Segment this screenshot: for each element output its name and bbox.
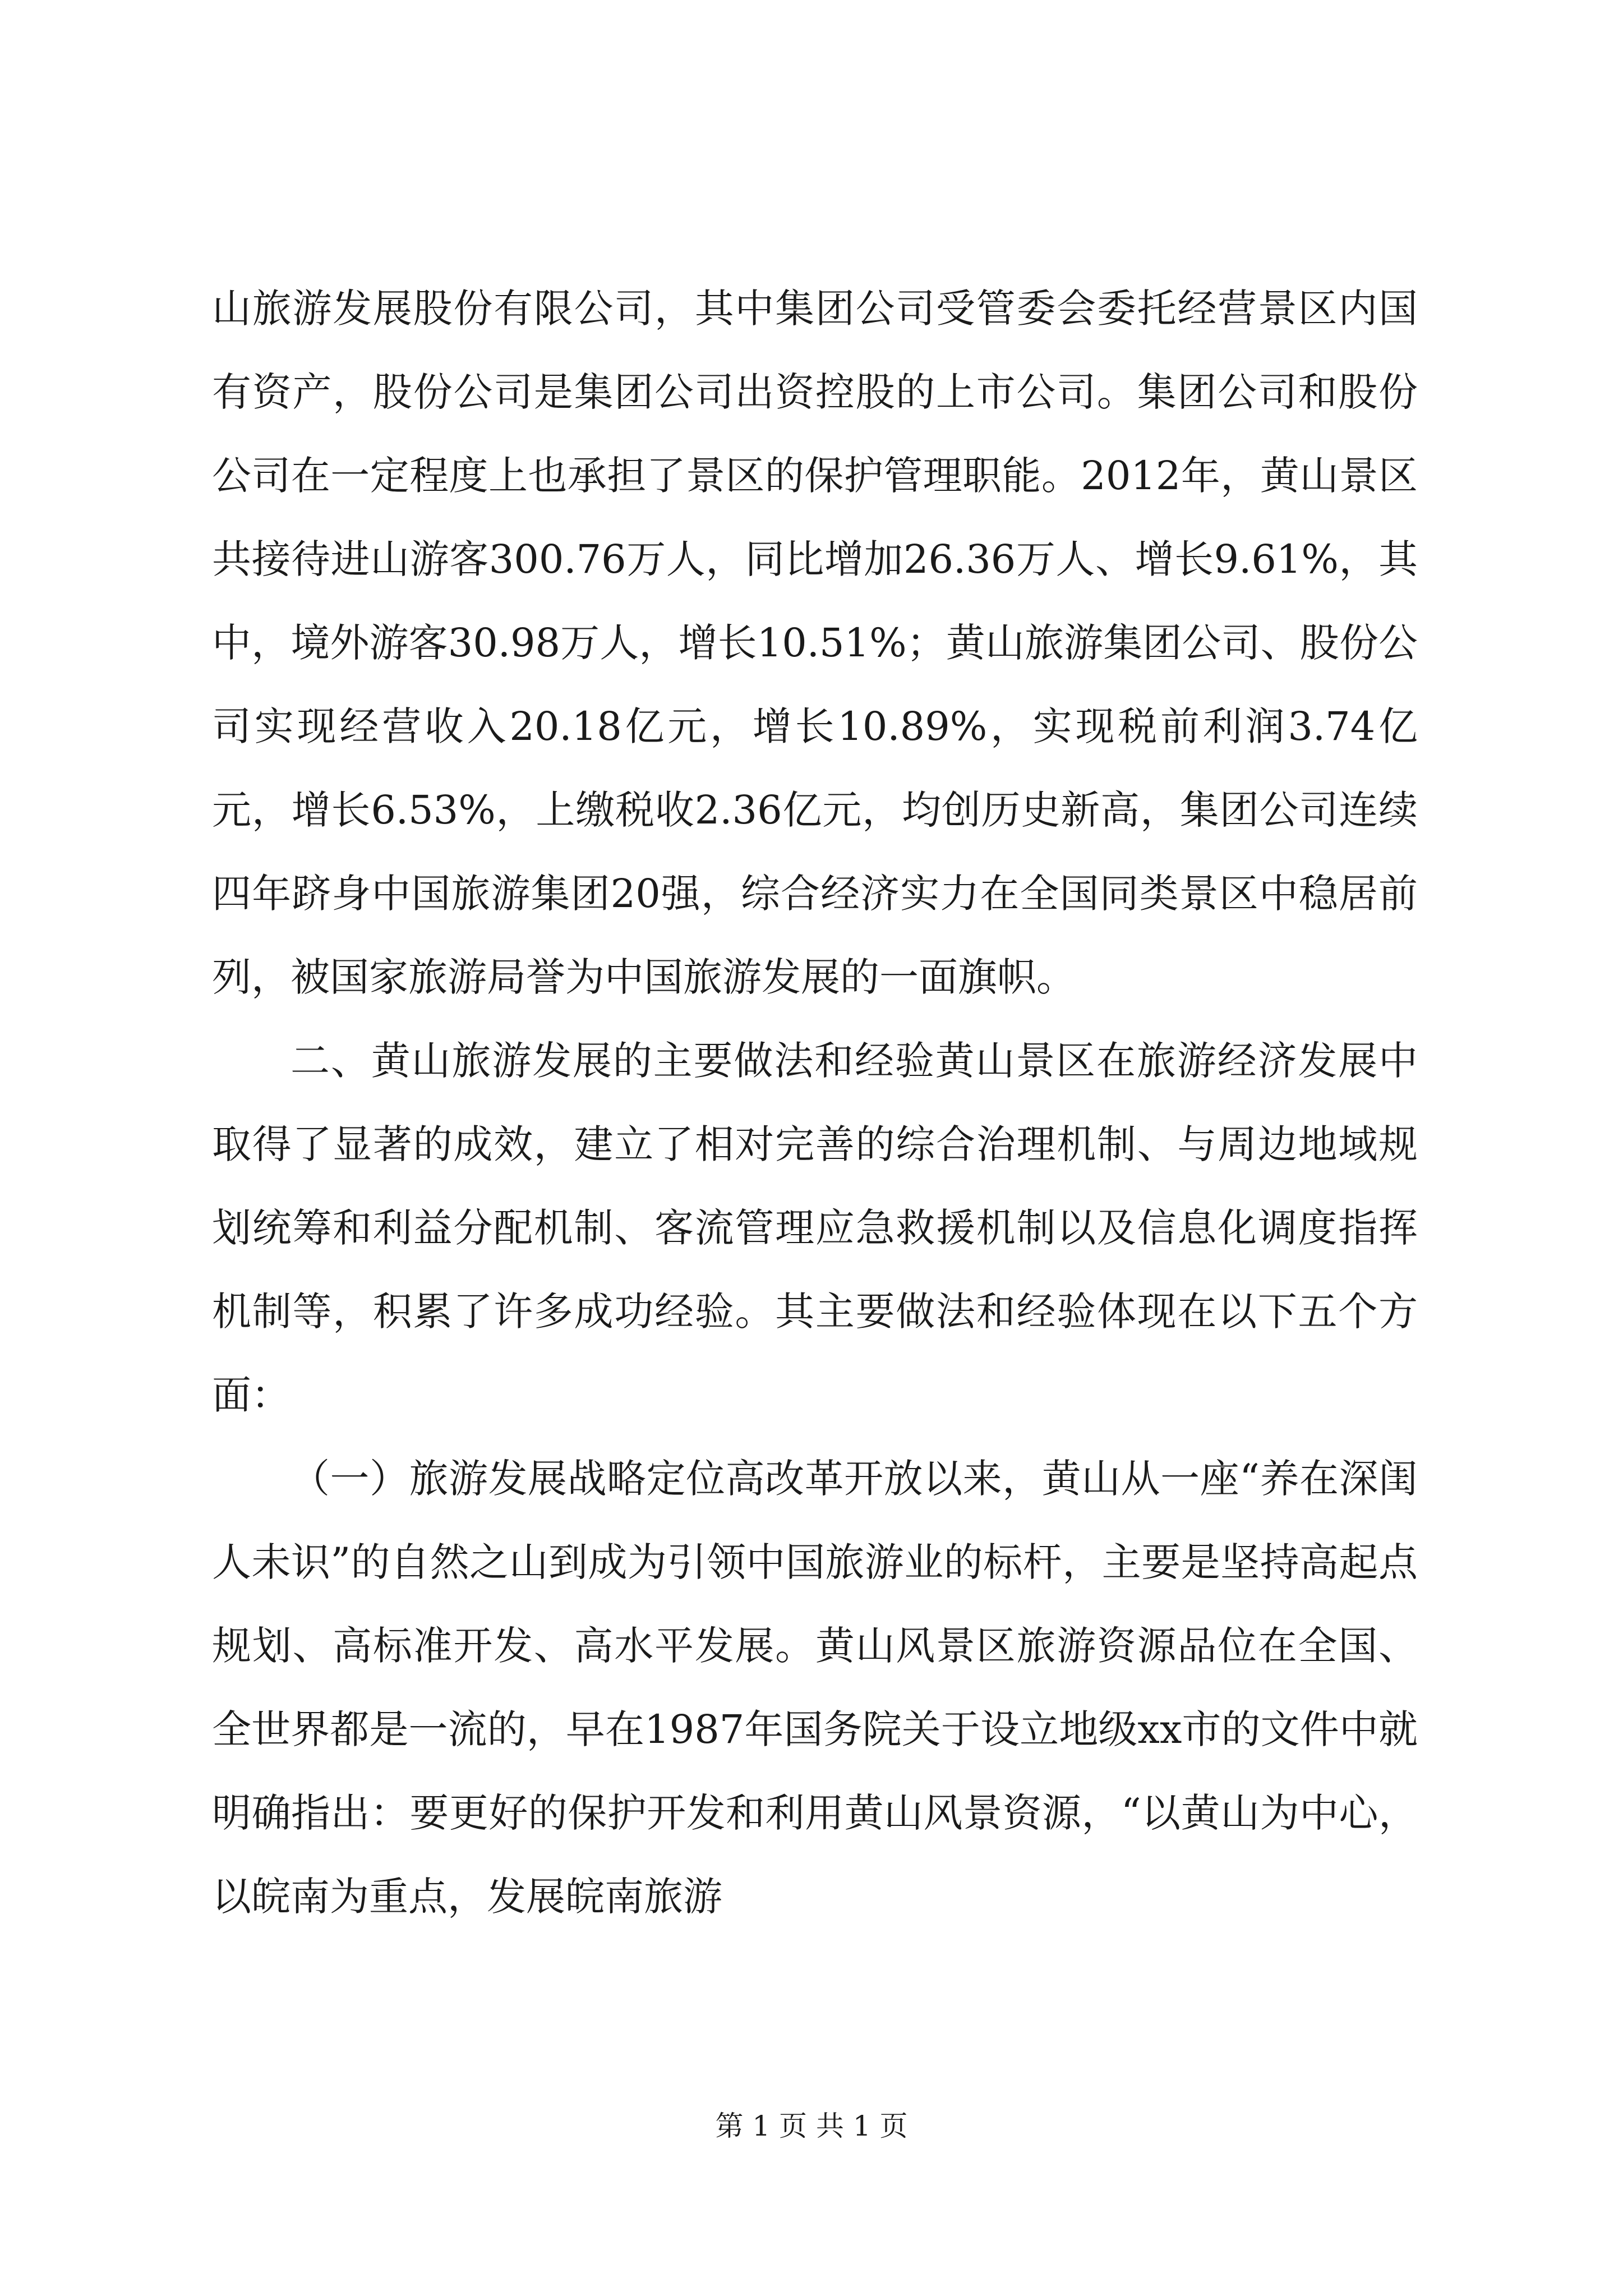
page-footer: 第 1 页 共 1 页 — [715, 2110, 908, 2142]
paragraph-continuation: 山旅游发展股份有限公司，其中集团公司受管委会委托经营景区内国有资产，股份公司是集团公司出资控股的上市公司。集团公司和股份公司在一定程度上也承担了景区的保护管理职能。2012年，黄山景区共接待进山游客300.76万人，同比增加26.36万人、增长9.61%，其中，境外游客30.98万人，增长10.51%；黄山旅游集团公司、股份公司实现经营收入20.18亿元，增长10.89%，实现税前利润3.74亿元，增长6.53%，上缴税收2.36亿元，均创历史新高，集团公司连续四年跻身中国旅游集团20强，综合经济实力在全国同类景区中稳居前列，被国家旅游局誉为中国旅游发展的一面旗帜。 — [212, 286, 1418, 1000]
paragraph-section-two: 二、黄山旅游发展的主要做法和经验黄山景区在旅游经济发展中取得了显著的成效，建立了相对完善的综合治理机制、与周边地域规划统筹和利益分配机制、客流管理应急救援机制以及信息化调度指挥机制等，积累了许多成功经验。其主要做法和经验体现在以下五个方面： — [212, 1038, 1418, 1418]
document-body — [212, 267, 1418, 1939]
paragraph-subsection-one: （一）旅游发展战略定位高改革开放以来，黄山从一座“养在深闺人未识”的自然之山到成为引领中国旅游业的标杆，主要是坚持高起点规划、高标准开发、高水平发展。黄山风景区旅游资源品位在全国、全世界都是一流的，早在1987年国务院关于设立地级xx市的文件中就明确指出：要更好的保护开发和利用黄山风景资源，“以黄山为中心，以皖南为重点，发展皖南旅游 — [212, 1456, 1418, 1920]
